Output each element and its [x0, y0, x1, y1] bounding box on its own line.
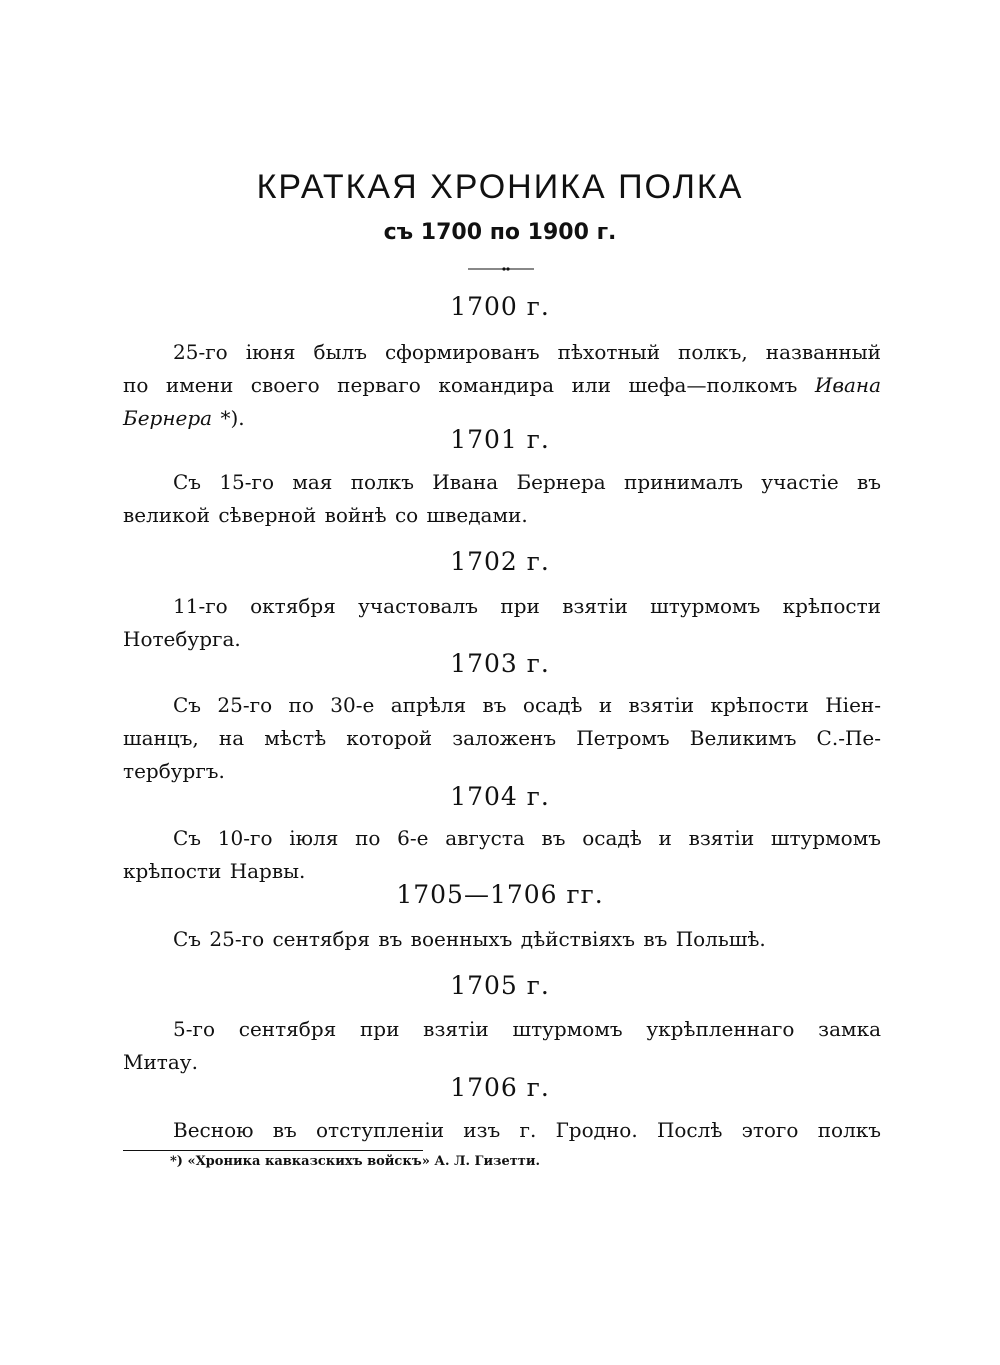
text-line: Съ 25-го сентября въ военныхъ дѣйствіяхъ въ Польшѣ. — [173, 927, 766, 951]
entry-paragraph — [123, 1013, 881, 1079]
ornament-divider — [466, 266, 536, 272]
text-line: крѣпости Нарвы. — [123, 859, 306, 883]
entry-paragraph — [123, 336, 881, 435]
page-title: КРАТКАЯ ХРОНИКА ПОЛКА — [256, 168, 744, 206]
italic-name: Ивана — [814, 373, 882, 397]
entry-paragraph — [123, 689, 881, 788]
text-line: Митау. — [123, 1050, 198, 1074]
footnote: *) «Хроника кавказскихъ войскъ» А. Л. Гизетти. — [170, 1154, 541, 1169]
page-subtitle: съ 1700 по 1900 г. — [383, 220, 617, 245]
text-line: по имени своего перваго командира или шефа—полкомъ Ивана — [123, 373, 882, 397]
footnote-rule — [123, 1150, 423, 1151]
text-line: Бернера *). — [123, 406, 245, 430]
text-line: Весною въ отступленіи изъ г. Гродно. Послѣ этого полкъ — [173, 1118, 881, 1142]
italic-name: Бернера — [123, 406, 213, 430]
text-line: Нотебурга. — [123, 627, 241, 651]
text-line: 5-го сентября при взятіи штурмомъ укрѣпленнаго замка — [173, 1017, 881, 1041]
year-heading: 1700 г. — [450, 292, 550, 321]
text-line: 11-го октября участовалъ при взятіи штурмомъ крѣпости — [173, 594, 881, 618]
text-line: Съ 25-го по 30-е апрѣля въ осадѣ и взятіи крѣпости Ніен- — [173, 693, 881, 717]
text-line: 25-го іюня былъ сформированъ пѣхотный полкъ, названный — [173, 340, 881, 364]
year-heading: 1705 г. — [450, 971, 550, 1000]
year-heading: 1706 г. — [450, 1073, 550, 1102]
year-heading: 1703 г. — [450, 649, 550, 678]
text-line: тербургъ. — [123, 759, 225, 783]
entry-paragraph — [123, 923, 881, 956]
entry-paragraph — [123, 822, 881, 888]
text-line: великой сѣверной войнѣ со шведами. — [123, 503, 528, 527]
year-heading: 1704 г. — [450, 782, 550, 811]
text-line: шанцъ, на мѣстѣ которой заложенъ Петромъ Великимъ С.-Пе- — [123, 726, 881, 750]
entry-paragraph — [123, 466, 881, 532]
year-heading: 1705—1706 гг. — [396, 880, 604, 909]
text-line: Съ 15-го мая полкъ Ивана Бернера принималъ участіе въ — [173, 470, 881, 494]
entry-paragraph — [123, 590, 881, 656]
entry-paragraph — [123, 1114, 881, 1147]
year-heading: 1702 г. — [450, 547, 550, 576]
year-heading: 1701 г. — [450, 425, 550, 454]
text-line: Съ 10-го іюля по 6-е августа въ осадѣ и взятіи штурмомъ — [173, 826, 881, 850]
